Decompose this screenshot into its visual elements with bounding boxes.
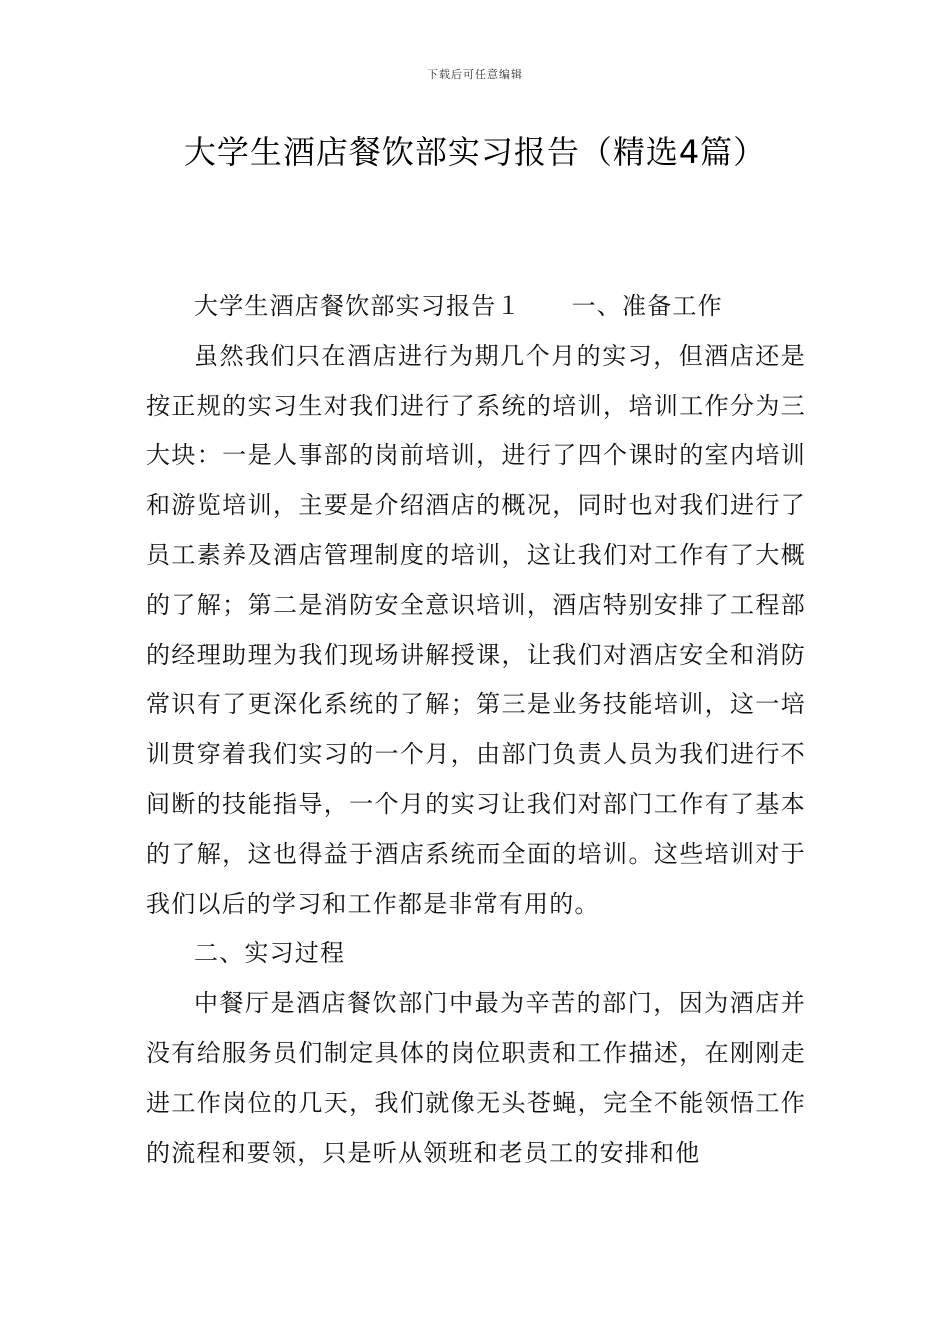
- paragraph-2: 中餐厅是酒店餐饮部门中最为辛苦的部门，因为酒店并没有给服务员们制定具体的岗位职责和工作描述，在刚刚走进工作岗位的几天，我们就像无头苍蝇，完全不能领悟工作的流程和要领，只是听从领班和老员工的安排和他: [146, 989, 806, 1167]
- report-label: 大学生酒店餐饮部实习报告１: [194, 292, 522, 320]
- download-note: 下载后可任意编辑: [427, 68, 523, 81]
- section-heading-1: 一、准备工作: [571, 292, 723, 320]
- document-body: [146, 282, 806, 1178]
- report-subtitle-line: [146, 282, 806, 332]
- document-title: 大学生酒店餐饮部实习报告（精选4篇）: [183, 133, 767, 171]
- paragraph-1: 虽然我们只在酒店进行为期几个月的实习，但酒店还是按正规的实习生对我们进行了系统的培训，培训工作分为三大块：一是人事部的岗前培训，进行了四个课时的室内培训和游览培训，主要是介绍酒店的概况，同时也对我们进行了员工素养及酒店管理制度的培训，这让我们对工作有了大概的了解；第二是消防安全意识培训，酒店特别安排了工程部的经理助理为我们现场讲解授课，让我们对酒店安全和消防常识有了更深化系统的了解；第三是业务技能培训，这一培训贯穿着我们实习的一个月，由部门负责人员为我们进行不间断的技能指导，一个月的实习让我们对部门工作有了基本的了解，这也得益于酒店系统而全面的培训。这些培训对于我们以后的学习和工作都是非常有用的。: [146, 341, 806, 918]
- section-heading-2: 二、实习过程: [194, 939, 346, 968]
